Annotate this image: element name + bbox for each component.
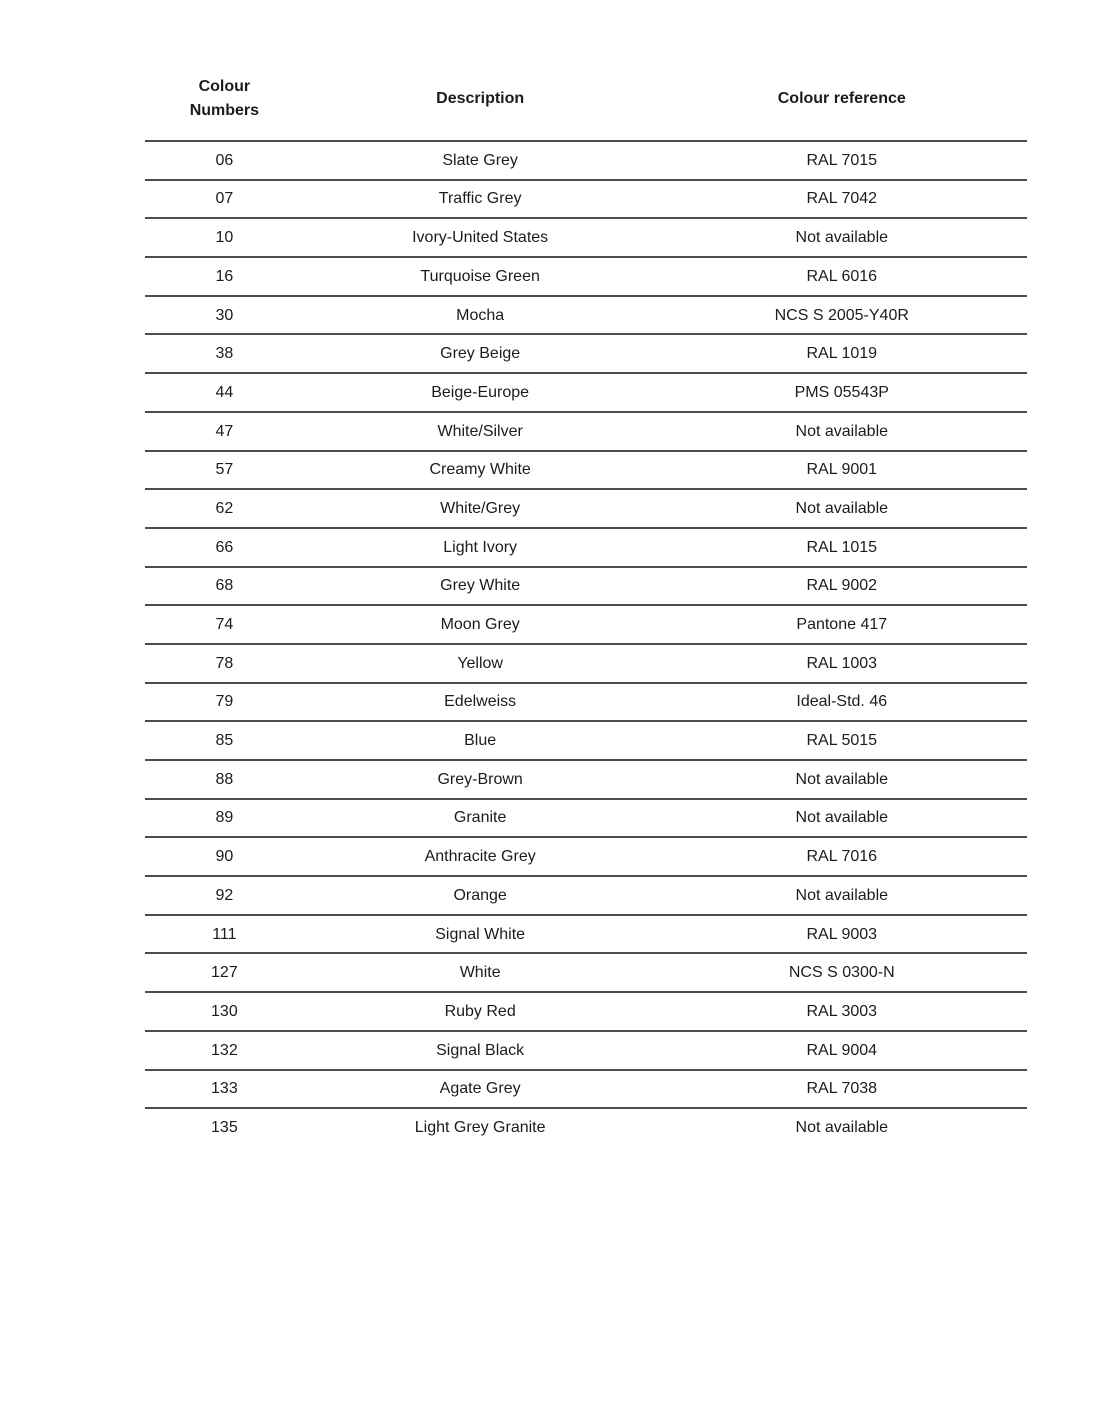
colour-number-cell: 79 [215,693,234,711]
colour-number-cell: 133 [211,1080,238,1098]
colour-reference-cell: Not available [795,499,889,517]
header-description: Description [436,89,525,107]
table-row [145,836,1027,875]
description-cell: Moon Grey [440,616,520,633]
table-row [145,411,1027,450]
table-body [145,140,1027,1146]
colour-reference-cell: Not available [795,1118,889,1136]
colour-number-cell: 85 [215,732,234,750]
description-cell: Edelweiss [444,693,517,711]
table-row [145,488,1027,527]
table-row [145,333,1027,372]
table-row [145,914,1027,953]
description-cell: Ivory-United States [412,229,549,247]
table-row [145,256,1027,295]
colour-number-cell: 92 [215,886,234,904]
description-cell: Anthracite Grey [424,848,536,866]
colour-number-cell: 30 [215,306,234,324]
table-row [145,643,1027,682]
colour-number-cell: 10 [215,229,234,247]
table-row [145,604,1027,643]
colour-reference-cell: RAL 9003 [806,925,878,943]
colour-number-cell: 66 [215,538,234,556]
colour-reference-cell: RAL 1019 [806,345,878,363]
table-row [145,1107,1027,1146]
colour-number-cell: 90 [215,848,234,866]
colour-reference-cell: NCS S 0300-N [788,964,895,982]
table-row [145,179,1027,218]
description-cell: Grey Beige [440,345,521,363]
colour-reference-cell: PMS 05543P [794,383,889,401]
table-row [145,217,1027,256]
colour-reference-cell: RAL 7038 [806,1080,878,1098]
colour-number-cell: 135 [211,1118,238,1136]
description-cell: Creamy White [429,461,531,479]
colour-reference-cell: Not available [795,229,889,247]
description-cell: Agate Grey [439,1080,521,1098]
colour-reference-cell: RAL 5015 [806,732,878,750]
colour-reference-cell: Not available [795,770,889,788]
table-row [145,1069,1027,1108]
description-cell: Slate Grey [442,151,518,169]
table-row [145,759,1027,798]
header-colour-numbers-label: Colour Numbers [189,78,260,119]
colour-reference-cell: RAL 9002 [806,577,878,595]
colour-reference-cell: Not available [795,886,889,904]
table-row [145,450,1027,489]
colour-number-cell: 07 [215,190,234,208]
table-row [145,991,1027,1030]
colour-number-cell: 62 [215,499,234,517]
description-cell: Mocha [456,306,505,324]
colour-reference-cell: RAL 1015 [806,538,878,556]
table-row [145,952,1027,991]
colour-table [145,57,1027,1146]
table-row [145,295,1027,334]
table-row [145,566,1027,605]
table-row [145,372,1027,411]
colour-number-cell: 74 [215,616,234,633]
description-cell: White/Grey [440,499,521,517]
description-cell: Traffic Grey [438,190,522,208]
table-row [145,527,1027,566]
colour-reference-cell: RAL 9001 [806,461,878,479]
table-row [145,1030,1027,1069]
description-cell: Turquoise Green [420,267,540,285]
table-row [145,720,1027,759]
description-cell: Grey White [440,577,521,595]
description-cell: White/Silver [437,422,523,440]
description-cell: Blue [464,732,497,750]
description-cell: Light Ivory [443,538,518,556]
description-cell: White [459,964,501,982]
colour-reference-cell: RAL 7015 [806,151,878,169]
colour-number-cell: 111 [212,925,237,943]
colour-number-cell: 130 [211,1002,238,1020]
colour-number-cell: 38 [215,345,234,363]
colour-number-cell: 16 [215,267,234,285]
description-cell: Beige-Europe [431,383,530,401]
colour-reference-cell: RAL 6016 [806,267,878,285]
colour-number-cell: 47 [215,422,234,440]
colour-reference-cell: RAL 7042 [806,190,878,208]
colour-reference-cell: Pantone 417 [796,616,888,633]
colour-reference-cell: RAL 9004 [806,1041,878,1059]
colour-reference-cell: Ideal-Std. 46 [796,693,888,711]
colour-number-cell: 44 [215,383,234,401]
colour-number-cell: 127 [211,964,238,982]
description-cell: Grey-Brown [437,770,523,788]
description-cell: Granite [453,809,507,827]
colour-reference-cell: RAL 3003 [806,1002,878,1020]
colour-number-cell: 88 [215,770,234,788]
description-cell: Orange [453,886,507,904]
header-colour-numbers [145,57,304,140]
description-cell: Signal Black [436,1041,525,1059]
colour-number-cell: 132 [211,1041,238,1059]
colour-number-cell: 06 [215,151,234,169]
table-row [145,875,1027,914]
description-cell: Ruby Red [444,1002,516,1020]
colour-reference-cell: NCS S 2005-Y40R [774,306,909,324]
table-header-row [145,57,1027,140]
colour-number-cell: 89 [215,809,234,827]
colour-reference-cell: RAL 7016 [806,848,878,866]
colour-number-cell: 57 [215,461,234,479]
colour-number-cell: 68 [215,577,234,595]
colour-number-cell: 78 [215,654,234,672]
table-row [145,682,1027,721]
description-cell: Yellow [457,654,503,672]
colour-reference-cell: RAL 1003 [806,654,878,672]
header-colour-reference: Colour reference [777,89,906,107]
colour-reference-cell: Not available [795,422,889,440]
colour-reference-cell: Not available [795,809,889,827]
description-cell: Light Grey Granite [414,1118,546,1136]
table-row [145,798,1027,837]
description-cell: Signal White [435,925,526,943]
table-row [145,140,1027,179]
